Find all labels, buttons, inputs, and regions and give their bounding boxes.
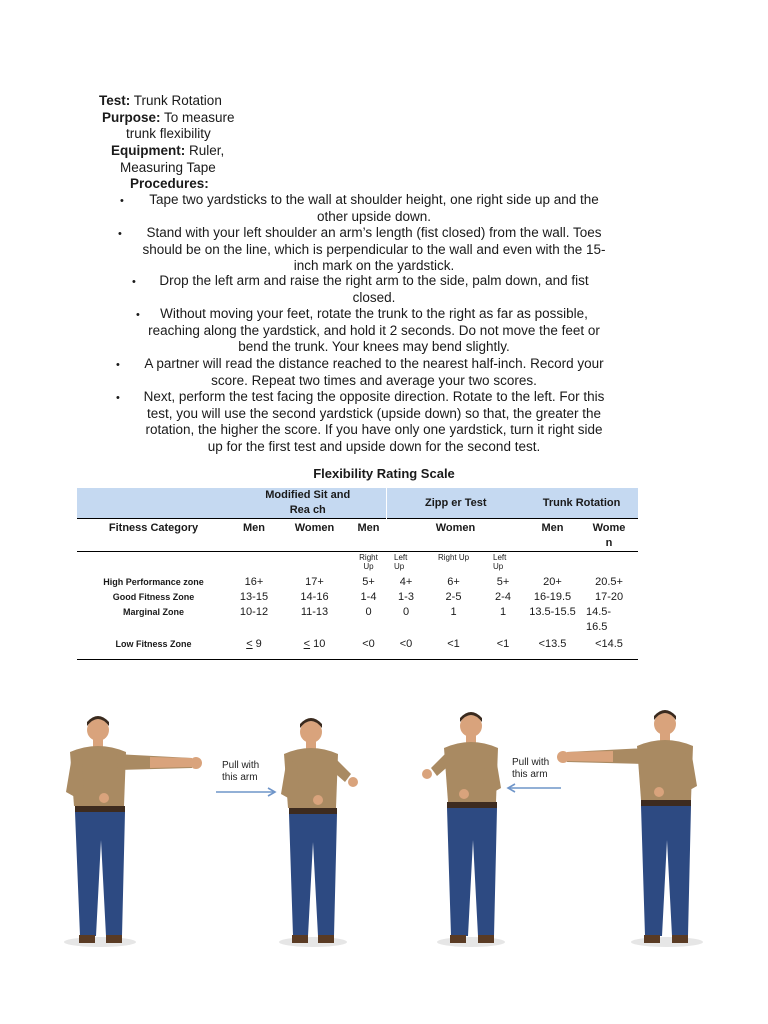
note-text: this arm <box>222 772 258 783</box>
table-cell: <0 <box>351 635 386 660</box>
man-right-arm-bent-figure <box>275 712 375 950</box>
test-value: Trunk Rotation <box>133 93 222 108</box>
subhead-men: Men <box>525 519 580 552</box>
procedure-item <box>120 306 628 356</box>
test-label: Test: <box>99 93 131 108</box>
table-cell: 1-3 <box>398 591 414 603</box>
table-title: Flexibility Rating Scale <box>313 466 455 481</box>
purpose-value: To measure <box>164 110 235 125</box>
table-cell: 2-5 <box>445 591 462 603</box>
equipment-value: Ruler, <box>189 143 225 158</box>
direction-text: Right <box>359 553 378 562</box>
table-cell: 20.5+ <box>595 576 623 588</box>
group-label: Modified Sit and <box>265 489 351 501</box>
cell-part: 14.5- <box>586 606 612 618</box>
procedure-item <box>112 356 636 389</box>
table-row <box>77 605 638 635</box>
man-arm-extended-right-figure <box>60 710 210 950</box>
bullet-icon: • <box>132 276 136 288</box>
equipment-line <box>111 142 224 159</box>
procedure-item <box>120 273 628 306</box>
cell-part: 16.5 <box>586 621 608 633</box>
table-cell: <14.5 <box>580 635 638 660</box>
row-label: Low Fitness Zone <box>77 635 230 660</box>
procedure-text: should be on the line, which is perpendicular to the wall and even with the 15- <box>142 241 606 257</box>
bullet-icon: • <box>118 228 122 240</box>
procedure-text: Stand with your left shoulder an arm’s length (fist closed) from the wall. Toes <box>146 225 602 240</box>
direction-label <box>426 552 481 576</box>
purpose-label: Purpose: <box>102 110 161 125</box>
row-label: Good Fitness Zone <box>112 592 195 602</box>
direction-text: Left <box>394 553 408 562</box>
procedure-text: test, you will use the second yardstick (upside down) so that, the greater the <box>147 405 601 421</box>
table-cell: 5+ <box>496 576 510 588</box>
table-cell: <13.5 <box>525 635 580 660</box>
test-line <box>99 92 222 109</box>
fitness-category-header: Fitness Category <box>77 519 230 552</box>
procedure-text: closed. <box>352 289 396 305</box>
direction-text: Right Up <box>437 553 470 562</box>
direction-label <box>386 552 426 576</box>
table-cell <box>580 605 638 635</box>
direction-text: Up <box>363 562 374 571</box>
table-cell: 14-16 <box>300 591 329 603</box>
pull-note-1 <box>222 760 259 784</box>
equipment-value-2: Measuring Tape <box>120 160 216 175</box>
procedure-text: reaching along the yardstick, and hold it 2 seconds. Do not move the feet or <box>148 322 600 338</box>
procedure-text: Without moving your feet, rotate the trunk to the right as far as possible, <box>160 306 588 321</box>
man-left-arm-bent-figure <box>415 706 515 950</box>
group-trunk-rotation: Trunk Rotation <box>525 488 638 519</box>
table-cell <box>230 635 278 660</box>
direction-label <box>351 552 386 576</box>
procedure-text: inch mark on the yardstick. <box>293 258 455 273</box>
table-cell: <1 <box>426 635 481 660</box>
purpose-line-2 <box>126 125 211 142</box>
subhead-women <box>580 519 638 552</box>
procedure-text: score. Repeat two times and average your two scores. <box>211 372 537 388</box>
flexibility-rating-table <box>77 488 638 660</box>
subhead-part: n <box>605 537 613 549</box>
row-label: Marginal Zone <box>122 607 184 617</box>
row-label: High Performance zone <box>103 577 204 587</box>
direction-row <box>77 552 638 576</box>
group-modified-sit-reach <box>230 488 386 519</box>
table-cell: 16-19.5 <box>533 591 572 603</box>
table-cell: 17-20 <box>594 591 624 603</box>
le-symbol: < <box>303 638 311 650</box>
group-zipper-test: Zipp er Test <box>386 488 525 519</box>
right-arrow-icon <box>216 786 280 798</box>
table-row <box>77 590 638 605</box>
table-cell: 17+ <box>305 576 324 588</box>
man-arm-extended-left-figure <box>555 704 715 950</box>
table-cell: 6+ <box>447 576 460 588</box>
procedures-heading: Procedures: <box>130 176 209 191</box>
table-cell: 4+ <box>399 576 413 588</box>
bullet-icon: • <box>136 309 140 321</box>
table-cell: 16+ <box>244 576 264 588</box>
table-cell <box>278 635 351 660</box>
equipment-line-2 <box>120 159 216 176</box>
table-cell: 1 <box>499 606 507 618</box>
note-text: Pull with <box>222 760 260 771</box>
procedure-text: rotation, the higher the score. If you have only one yardstick, turn it right side <box>145 422 603 437</box>
group-header-row <box>77 488 638 519</box>
group-label: Rea ch <box>289 504 326 516</box>
purpose-line <box>102 109 235 126</box>
subhead-women: Women <box>386 519 525 552</box>
procedure-text: bend the trunk. Your knees may bend slightly. <box>238 339 510 354</box>
table-row <box>77 635 638 660</box>
table-cell: 13-15 <box>239 591 269 603</box>
table-row <box>77 575 638 590</box>
equipment-label: Equipment: <box>111 143 186 158</box>
subhead-men: Men <box>230 519 278 552</box>
table-cell: <1 <box>481 635 525 660</box>
note-text: this arm <box>512 769 548 780</box>
note-text: Pull with <box>512 757 550 768</box>
table-cell: 2-4 <box>495 591 511 603</box>
direction-text: Up <box>493 562 504 571</box>
procedure-text: Next, perform the test facing the opposite direction. Rotate to the left. For this <box>143 389 605 404</box>
procedure-item <box>120 225 628 275</box>
table-cell: 10-12 <box>239 606 269 618</box>
bullet-icon: • <box>116 392 120 404</box>
table-cell: 20+ <box>543 576 562 588</box>
procedure-text: A partner will read the distance reached to the nearest half-inch. Record your <box>144 356 604 371</box>
cell-value: 10 <box>310 638 326 650</box>
table-cell: 0 <box>402 606 410 618</box>
subhead-men: Men <box>351 519 386 552</box>
table-cell: 13.5-15.5 <box>529 606 576 618</box>
procedure-text: Tape two yardsticks to the wall at shoulder height, one right side up and the <box>149 192 599 207</box>
cell-value: 9 <box>252 638 262 650</box>
bullet-icon: • <box>120 195 124 207</box>
subhead-part: Wome <box>592 522 626 534</box>
procedure-text: other upside down. <box>316 208 432 224</box>
procedure-text: up for the first test and upside down for the second test. <box>207 438 541 454</box>
pull-note-2 <box>512 757 549 781</box>
procedure-item <box>112 389 636 455</box>
bullet-icon: • <box>116 359 120 371</box>
le-symbol: < <box>246 638 253 650</box>
purpose-value-2: trunk flexibility <box>126 126 211 141</box>
direction-text: Up <box>394 562 405 571</box>
table-cell: 11-13 <box>300 606 329 618</box>
procedure-text: Drop the left arm and raise the right arm to the side, palm down, and fist <box>159 273 589 288</box>
direction-label <box>481 552 525 576</box>
subheader-row <box>77 519 638 552</box>
subhead-women: Women <box>278 519 351 552</box>
table-cell: 5+ <box>362 576 375 588</box>
direction-text: Left <box>493 553 507 562</box>
table-cell: <0 <box>386 635 426 660</box>
table-cell: 1-4 <box>360 591 377 603</box>
procedure-item <box>120 192 628 225</box>
table-cell: 1 <box>450 606 457 618</box>
table-cell: 0 <box>365 606 372 618</box>
